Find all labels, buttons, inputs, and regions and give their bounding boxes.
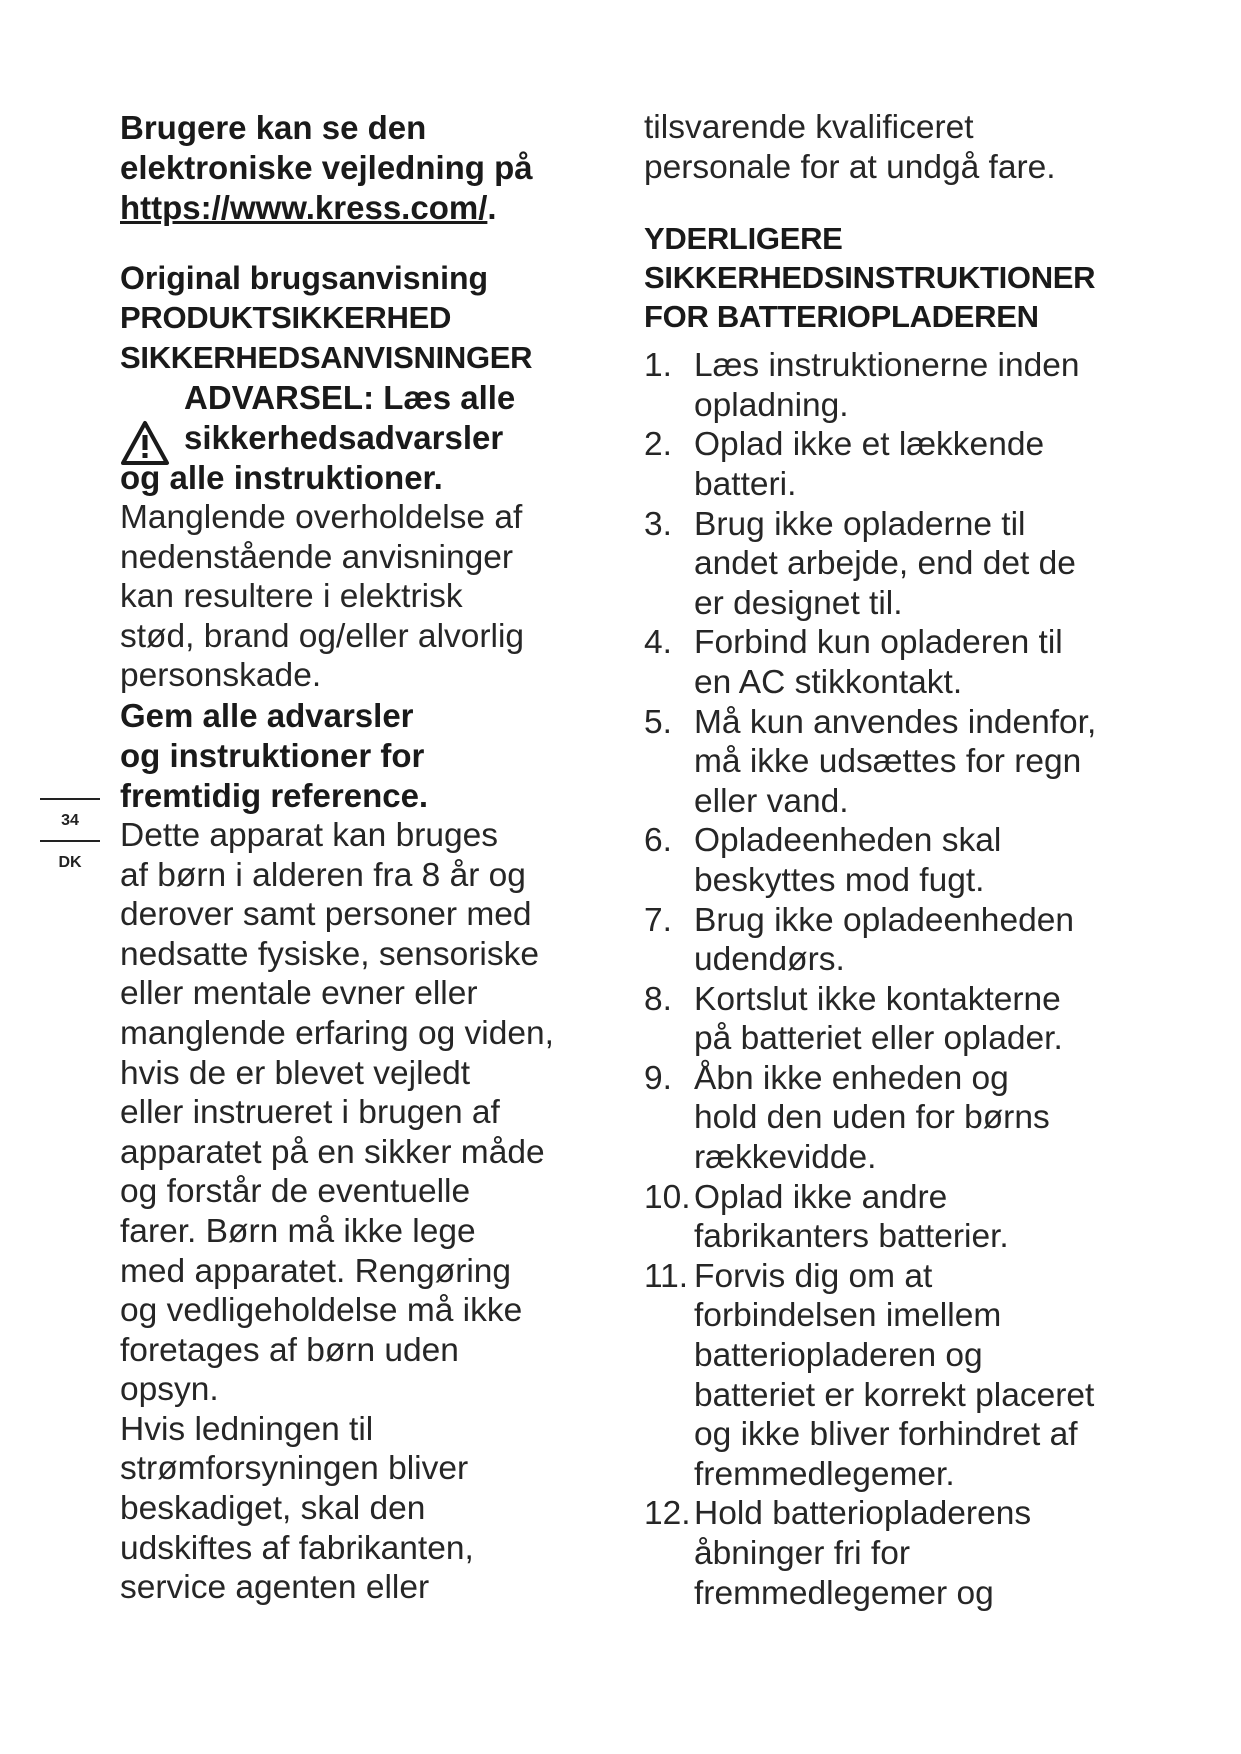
list-item-line: Forbind kun opladeren til	[694, 624, 1063, 662]
body-line: derover samt personer med	[120, 896, 532, 934]
list-item-number: 12.	[644, 1495, 691, 1533]
body-line: strømforsyningen bliver	[120, 1450, 469, 1488]
body-line: nedsatte fysiske, sensoriske	[120, 935, 539, 973]
heading-safety-instructions: SIKKERHEDSANVISNINGER	[120, 340, 533, 375]
intro-end: .	[487, 189, 497, 226]
charger-heading-line: SIKKERHEDSINSTRUKTIONER	[644, 260, 1096, 296]
body-line: farer. Børn må ikke lege	[120, 1212, 476, 1250]
list-item-number: 4.	[644, 624, 672, 662]
list-item-line: åbninger fri for	[694, 1535, 910, 1572]
list-item-line: batteriet er korrekt placeret	[694, 1376, 1095, 1414]
body-line: tilsvarende kvalificeret	[644, 109, 974, 146]
list-item-line: udendørs.	[694, 941, 845, 979]
list-item	[644, 425, 1154, 504]
intro-text	[120, 108, 610, 228]
list-item-number: 3.	[644, 505, 672, 543]
list-item	[644, 980, 1154, 1059]
list-item	[644, 346, 1154, 425]
warning-block	[120, 378, 610, 498]
list-item-line: batteri.	[694, 465, 797, 503]
body-line: med apparatet. Rengøring	[120, 1252, 512, 1290]
list-item-line: Brug ikke opladeenheden	[694, 901, 1074, 939]
body-line: beskadiget, skal den	[120, 1490, 426, 1528]
list-item-line: rækkevidde.	[694, 1139, 877, 1177]
list-item-line: opladning.	[694, 386, 849, 424]
page-marker-rule-bottom	[40, 840, 100, 842]
list-item-number: 2.	[644, 426, 672, 464]
warning-triangle-icon	[120, 420, 170, 466]
heading-product-safety: PRODUKTSIKKERHED	[120, 300, 452, 335]
charger-heading-line: YDERLIGERE	[644, 221, 843, 257]
warning-line: sikkerhedsadvarsler	[184, 419, 504, 456]
body-line: manglende erfaring og viden,	[120, 1014, 554, 1052]
list-item-number: 10.	[644, 1178, 691, 1216]
list-item-line: fremmedlegemer.	[694, 1455, 955, 1493]
list-item-line: andet arbejde, end det de	[694, 545, 1076, 583]
body-line: foretages af børn uden	[120, 1331, 459, 1369]
page-marker-rule-top	[40, 798, 100, 800]
body-line: personskade.	[120, 657, 322, 695]
section-headings	[120, 258, 610, 378]
body-line: og forstår de eventuelle	[120, 1173, 471, 1211]
list-item-line: Oplad ikke andre	[694, 1178, 948, 1216]
list-item	[644, 1257, 1154, 1495]
list-item	[644, 901, 1154, 980]
list-item-line: en AC stikkontakt.	[694, 663, 963, 701]
list-item-line: batteriopladeren og	[694, 1337, 983, 1375]
list-item-line: eller vand.	[694, 782, 849, 820]
list-item-line: fremmedlegemer og	[694, 1574, 994, 1612]
list-item-line: og ikke bliver forhindret af	[694, 1416, 1078, 1454]
list-item-line: hold den uden for børns	[694, 1099, 1050, 1137]
intro-line: Brugere kan se den	[120, 109, 427, 146]
save-line: Gem alle advarsler	[120, 696, 414, 734]
left-column	[120, 108, 610, 1608]
list-item-number: 1.	[644, 347, 672, 385]
list-item-number: 7.	[644, 901, 672, 939]
body-line: og vedligeholdelse må ikke	[120, 1292, 523, 1330]
body-line: Dette apparat kan bruges	[120, 816, 499, 854]
save-line: og instruktioner for	[120, 736, 425, 774]
body-line: eller instrueret i brugen af	[120, 1094, 500, 1132]
body-line: af børn i alderen fra 8 år og	[120, 856, 526, 894]
list-item-line: beskyttes mod fugt.	[694, 861, 985, 899]
list-item-line: Opladeenheden skal	[694, 822, 1002, 860]
heading-original: Original brugsanvisning	[120, 260, 489, 296]
intro-line: elektroniske vejledning på	[120, 149, 533, 186]
body-line: service agenten eller	[120, 1569, 430, 1607]
children-paragraph	[120, 816, 610, 1410]
language-code: DK	[58, 854, 82, 871]
body-line: nedenstående anvisninger	[120, 538, 514, 576]
list-item-line: må ikke udsættes for regn	[694, 743, 1082, 781]
warning-body	[120, 498, 610, 696]
page-number: 34	[61, 812, 79, 829]
manual-link[interactable]: https://www.kress.com/	[120, 189, 488, 226]
body-line: eller mentale evner eller	[120, 975, 478, 1013]
continuation-text	[644, 108, 1154, 187]
body-line: kan resultere i elektrisk	[120, 578, 463, 616]
body-line: apparatet på en sikker måde	[120, 1133, 545, 1171]
list-item-line: Læs instruktionerne inden	[694, 347, 1080, 385]
list-item-number: 8.	[644, 980, 672, 1018]
list-item-number: 9.	[644, 1059, 672, 1097]
list-item-line: Oplad ikke et lækkende	[694, 426, 1045, 464]
list-item-line: Hold batteriopladerens	[694, 1495, 1032, 1533]
list-item-line: fabrikanters batterier.	[694, 1218, 1009, 1256]
list-item-line: Må kun anvendes indenfor,	[694, 703, 1097, 741]
list-item-line: Åbn ikke enheden og	[694, 1059, 1009, 1097]
list-item	[644, 623, 1154, 702]
body-line: hvis de er blevet vejledt	[120, 1054, 471, 1092]
body-line: personale for at undgå fare.	[644, 148, 1056, 186]
list-item	[644, 1178, 1154, 1257]
body-line: opsyn.	[120, 1371, 219, 1409]
charger-heading-line: FOR BATTERIOPLADEREN	[644, 299, 1039, 335]
list-item-number: 6.	[644, 822, 672, 860]
body-line: udskiftes af fabrikanten,	[120, 1529, 474, 1567]
right-column	[644, 108, 1154, 1613]
list-item-line: forbindelsen imellem	[694, 1297, 1002, 1335]
list-item	[644, 703, 1154, 822]
body-line: stød, brand og/eller alvorlig	[120, 617, 525, 655]
list-item-line: på batteriet eller oplader.	[694, 1020, 1063, 1058]
charger-instruction-list	[644, 346, 1154, 1613]
cord-paragraph	[120, 1410, 610, 1608]
list-item	[644, 1059, 1154, 1178]
list-item	[644, 1494, 1154, 1613]
list-item-line: er designet til.	[694, 584, 903, 622]
body-line: Manglende overholdelse af	[120, 499, 523, 536]
list-item	[644, 821, 1154, 900]
charger-heading	[644, 219, 1154, 336]
list-item-number: 11.	[644, 1257, 689, 1295]
list-item-line: Brug ikke opladerne til	[694, 505, 1026, 543]
list-item-number: 5.	[644, 703, 672, 741]
list-item-line: Kortslut ikke kontakterne	[694, 980, 1061, 1018]
body-line: Hvis ledningen til	[120, 1410, 374, 1448]
save-line: fremtidig reference.	[120, 776, 429, 814]
warning-line: ADVARSEL: Læs alle	[184, 379, 516, 416]
list-item-line: Forvis dig om at	[694, 1257, 933, 1295]
list-item	[644, 505, 1154, 624]
warning-line: og alle instruktioner.	[120, 459, 443, 496]
save-instructions	[120, 696, 610, 816]
